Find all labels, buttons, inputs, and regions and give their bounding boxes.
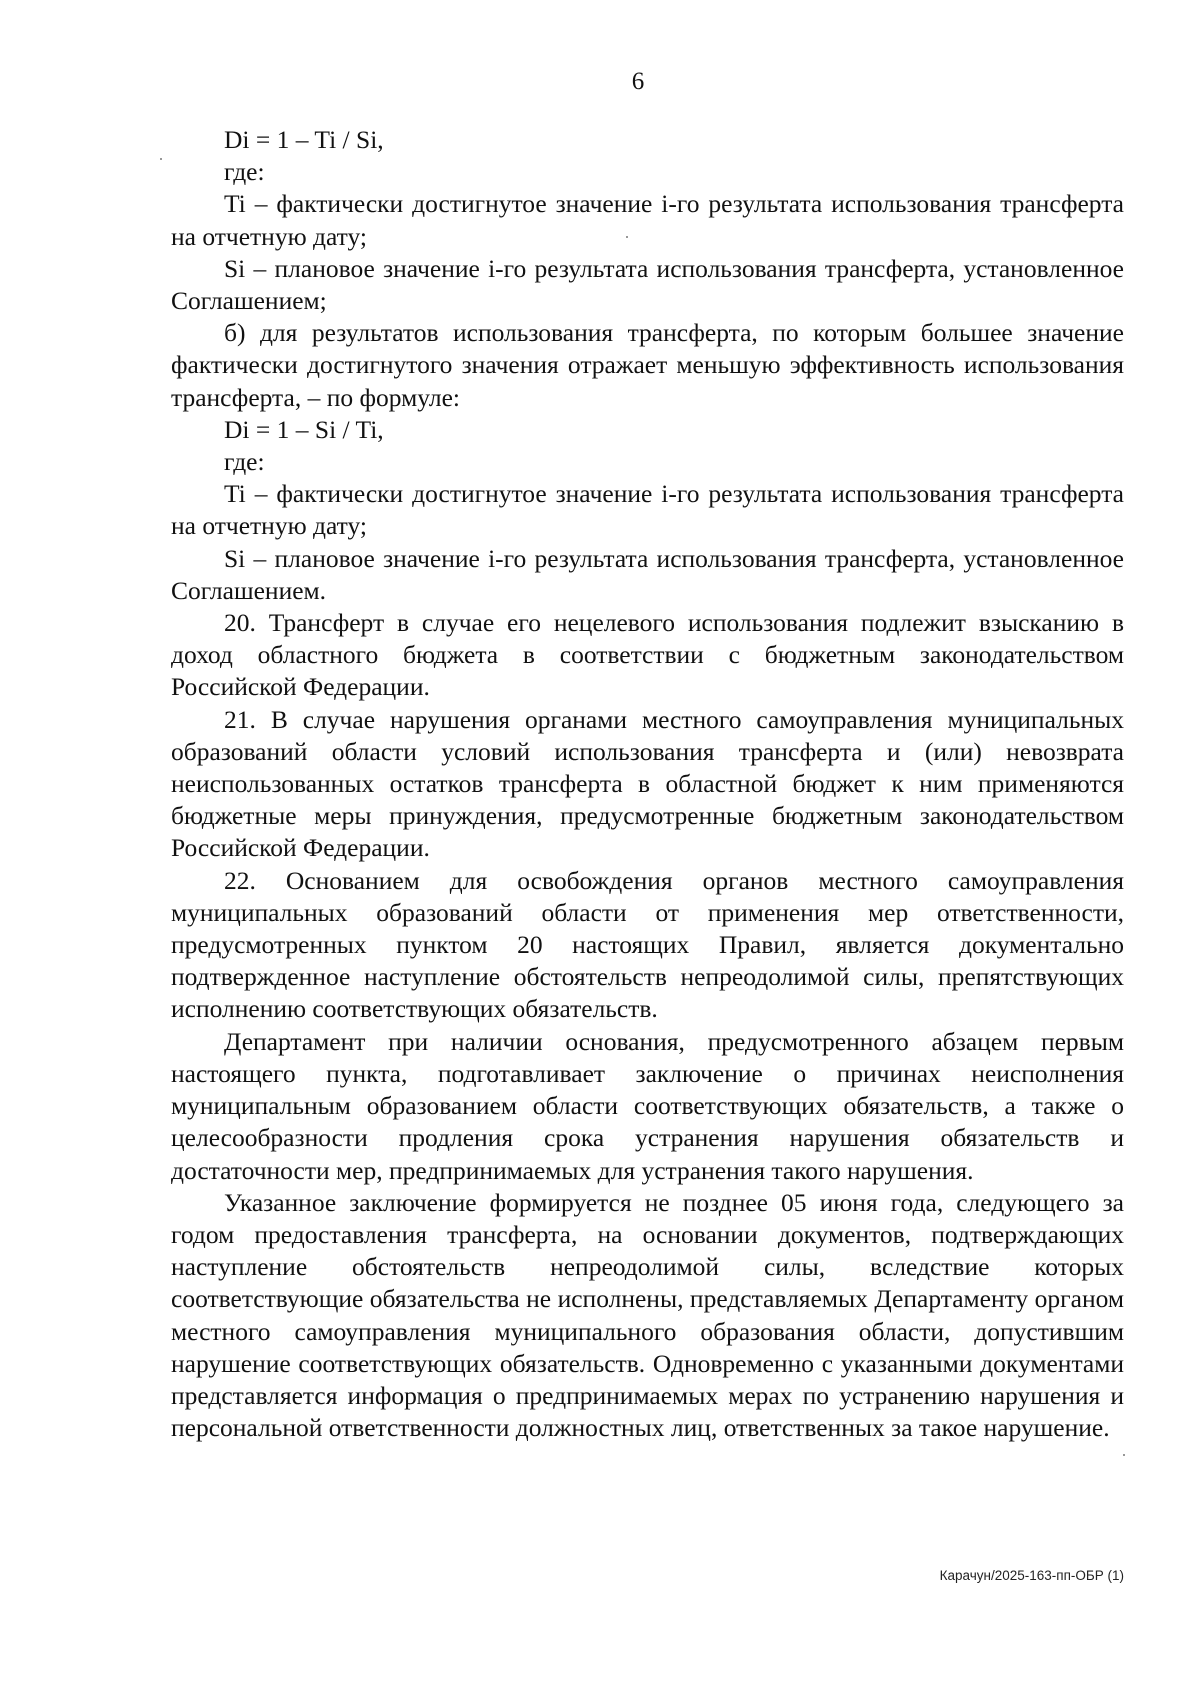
scan-speck <box>1123 1454 1125 1456</box>
clause-21-paragraph: 21. В случае нарушения органами местного самоуправления муниципальных образований области условий использования трансферта и (или) невозврата неиспользованных остатков трансферта в областной бюджет к ним применяются бюджетные меры принуждения, предусмотренные бюджетным законодательством Российской Федерации. <box>171 704 1124 863</box>
clause-22-paragraph: 22. Основанием для освобождения органов местного самоуправления муниципальных образований области от применения мер ответственности, предусмотренных пунктом 20 настоящих Правил, является документально подтвержденное наступление обстоятельств непреодолимой силы, препятствующих исполнению соответствующих обязательств. <box>171 865 1124 1024</box>
body-paragraph: Указанное заключение формируется не позднее 05 июня года, следующего за годом предоставления трансферта, на основании документов, подтверждающих наступление обстоятельств непреодолимой силы, вследствие которых соответствующие обязательства не исполнены, представляемых Департаменту органом местного самоуправления муниципального образования области, допустившим нарушение соответствующих обязательств. Одновременно с указанными документами представляется информация о предпринимаемых мерах по устранению нарушения и персональной ответственности должностных лиц, ответственных за такое нарушение. <box>171 1187 1124 1443</box>
document-body <box>171 124 1124 1444</box>
definition-paragraph: Ti – фактически достигнутое значение i-го результата использования трансферта на отчетную дату; <box>171 189 1124 251</box>
body-paragraph: Департамент при наличии основания, предусмотренного абзацем первым настоящего пункта, подготавливает заключение о причинах неисполнения муниципальным образованием области соответствующих обязательств, а также о целесообразности продления срока устранения нарушения обязательств и достаточности мер, предпринимаемых для устранения такого нарушения. <box>171 1026 1124 1185</box>
formula-paragraph: Di = 1 – Ti / Si, <box>224 125 384 154</box>
subpoint-paragraph: б) для результатов использования трансферта, по которым большее значение фактически достигнутого значения отражает меньшую эффективность использования трансферта, – по формуле: <box>171 318 1124 412</box>
where-label: где: <box>224 157 265 187</box>
where-label: где: <box>224 447 265 477</box>
scan-speck <box>626 236 628 238</box>
document-code-footer: Карачун/2025-163-пп-ОБР (1) <box>939 1568 1124 1583</box>
scan-speck <box>160 158 162 160</box>
definition-paragraph: Si – плановое значение i-го результата использования трансферта, установленное Соглашением; <box>171 253 1124 316</box>
formula-paragraph: Di = 1 – Si / Ti, <box>224 414 384 444</box>
definition-paragraph: Ti – фактически достигнутое значение i-го результата использования трансферта на отчетную дату; <box>171 479 1124 541</box>
clause-20-paragraph: 20. Трансферт в случае его нецелевого использования подлежит взысканию в доход областного бюджета в соответствии с бюджетным законодательством Российской Федерации. <box>171 608 1124 702</box>
page-number: 6 <box>631 68 645 95</box>
definition-paragraph: Si – плановое значение i-го результата использования трансферта, установленное Соглашением. <box>171 543 1124 605</box>
